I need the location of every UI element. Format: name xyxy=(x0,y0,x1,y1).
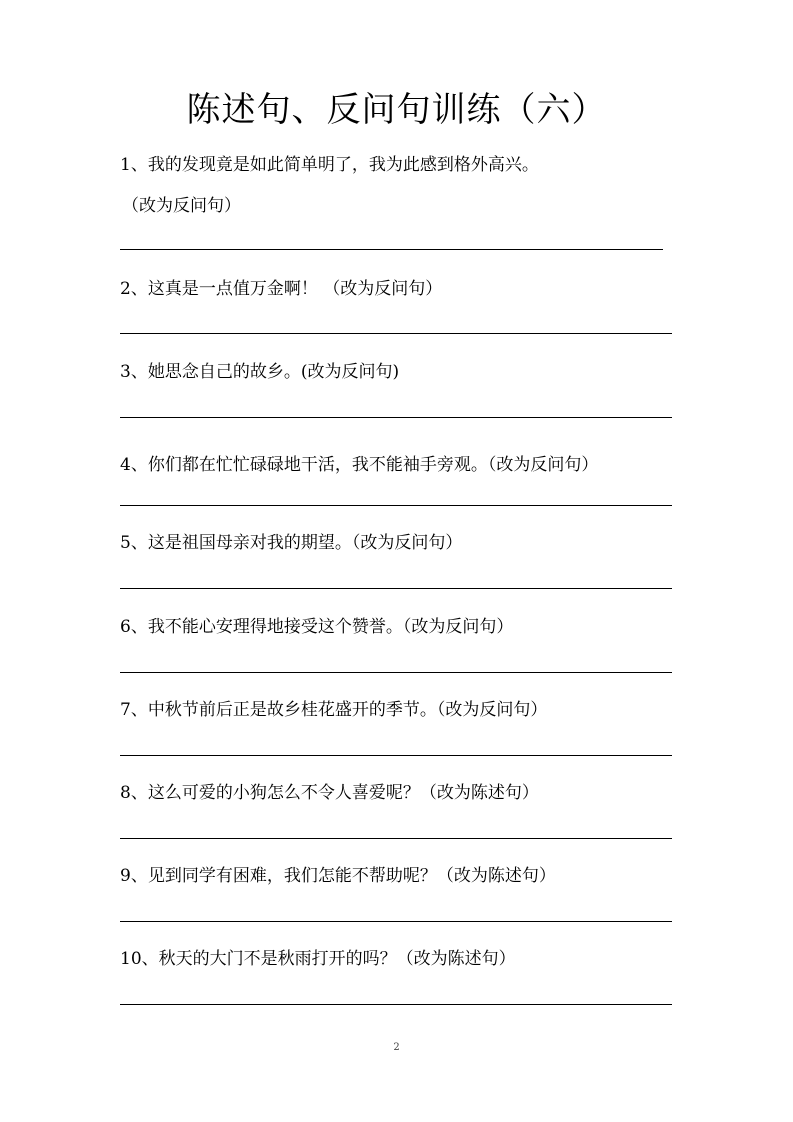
question-5-text: 5、这是祖国母亲对我的期望。（改为反问句） xyxy=(120,533,463,553)
answer-line-7[interactable] xyxy=(120,755,672,756)
question-4-text: 4、你们都在忙忙碌碌地干活，我不能袖手旁观。（改为反问句） xyxy=(120,455,599,475)
question-6-text: 6、我不能心安理得地接受这个赞誉。（改为反问句） xyxy=(120,617,514,637)
answer-line-5[interactable] xyxy=(120,588,672,589)
question-8-text: 8、这么可爱的小狗怎么不令人喜爱呢？（改为陈述句） xyxy=(120,783,539,803)
page-title: 陈述句、反问句训练（六） xyxy=(186,90,607,130)
answer-line-8[interactable] xyxy=(120,838,672,839)
page-number: 2 xyxy=(393,1042,400,1053)
question-3-text: 3、她思念自己的故乡。(改为反问句) xyxy=(120,362,400,382)
answer-line-1[interactable] xyxy=(120,249,663,250)
question-10-text: 10、秋天的大门不是秋雨打开的吗？（改为陈述句） xyxy=(120,949,516,969)
answer-line-4[interactable] xyxy=(120,505,672,506)
answer-line-6[interactable] xyxy=(120,672,672,673)
answer-line-2[interactable] xyxy=(120,333,672,334)
question-9-text: 9、见到同学有困难，我们怎能不帮助呢？（改为陈述句） xyxy=(120,866,556,886)
question-7-text: 7、中秋节前后正是故乡桂花盛开的季节。（改为反问句） xyxy=(120,700,548,720)
answer-line-10[interactable] xyxy=(120,1004,672,1005)
question-2-text: 2、这真是一点值万金啊！ （改为反问句） xyxy=(120,279,443,299)
question-1-text: 1、我的发现竟是如此简单明了，我为此感到格外高兴。 xyxy=(120,155,539,175)
question-1-instruction: （改为反问句） xyxy=(122,196,241,216)
answer-line-3[interactable] xyxy=(120,417,672,418)
answer-line-9[interactable] xyxy=(120,921,672,922)
